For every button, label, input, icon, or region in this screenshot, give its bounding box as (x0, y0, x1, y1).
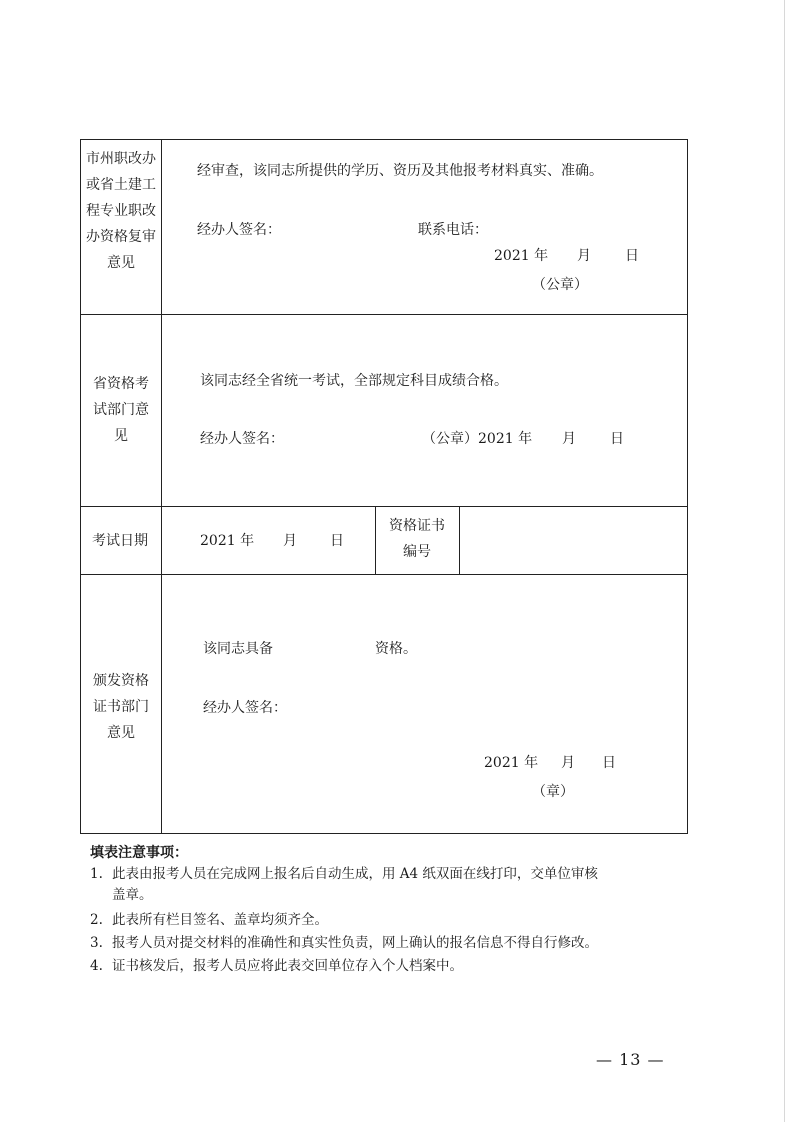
page-number: — 13 — (596, 1050, 665, 1069)
exam-date-month: 月 (283, 533, 297, 549)
label-column-divider (161, 139, 162, 834)
row-divider (80, 506, 688, 507)
note-number: 3. (90, 935, 103, 951)
review-phone-label: 联系电话： (418, 222, 488, 238)
row-divider (80, 574, 688, 575)
note-item (90, 933, 690, 954)
issuing-seal: （章） (532, 784, 574, 800)
exam-dept-statement: 该同志经全省统一考试，全部规定科目成绩合格。 (200, 373, 508, 389)
review-section-label: 市州职改办或省土建工程专业职改办资格复审意见 (86, 151, 156, 271)
exam-date-year: 2021 年 (200, 533, 255, 549)
note-text: 此表所有栏目签名、盖章均须齐全。 (112, 912, 328, 928)
review-signer-label: 经办人签名： (197, 222, 281, 238)
review-seal: （公章） (532, 277, 588, 293)
issuing-statement-part1: 该同志具备 (203, 641, 273, 657)
note-text: 报考人员对提交材料的准确性和真实性负责，网上确认的报名信息不得自行修改。 (112, 935, 598, 951)
exam-date-day: 日 (330, 533, 344, 549)
row-divider (80, 314, 688, 315)
issuing-dept-section-label: 颁发资格证书部门意见 (93, 673, 149, 741)
issuing-signer-label: 经办人签名： (203, 700, 287, 716)
exam-date-label: 考试日期 (92, 533, 148, 549)
issuing-date-year: 2021 年 (484, 755, 539, 771)
issuing-date-day: 日 (602, 755, 616, 771)
note-item (90, 864, 690, 906)
exam-dept-date-day: 日 (610, 431, 624, 447)
exam-dept-date-month: 月 (562, 431, 576, 447)
cert-number-label: 资格证书编号 (389, 518, 445, 560)
note-number: 1. (90, 866, 103, 882)
issuing-statement-part2: 资格。 (375, 641, 417, 657)
exam-dept-section-label: 省资格考试部门意见 (93, 376, 149, 444)
notes-title: 填表注意事项： (90, 845, 188, 861)
note-number: 2. (90, 912, 103, 928)
note-text-continued: 盖章。 (112, 887, 153, 903)
issuing-date-month: 月 (561, 755, 575, 771)
cert-number-value (461, 508, 686, 572)
exam-dept-signer-label: 经办人签名： (200, 431, 284, 447)
note-item (90, 910, 690, 931)
scan-edge (784, 0, 785, 1122)
note-number: 4. (90, 958, 103, 974)
review-date-year: 2021 年 (494, 248, 549, 264)
review-date-day: 日 (625, 248, 639, 264)
review-statement: 经审查，该同志所提供的学历、资历及其他报考材料真实、准确。 (197, 163, 603, 179)
cert-label-left-divider (375, 506, 376, 574)
cert-label-right-divider (459, 506, 460, 574)
exam-dept-seal-date: （公章）2021 年 (422, 431, 533, 447)
approval-table (80, 139, 688, 834)
note-item (90, 956, 690, 977)
review-date-month: 月 (577, 248, 591, 264)
note-text: 证书核发后，报考人员应将此表交回单位存入个人档案中。 (112, 958, 463, 974)
note-text: 此表由报考人员在完成网上报名后自动生成，用 A4 纸双面在线打印，交单位审核 (112, 866, 598, 882)
